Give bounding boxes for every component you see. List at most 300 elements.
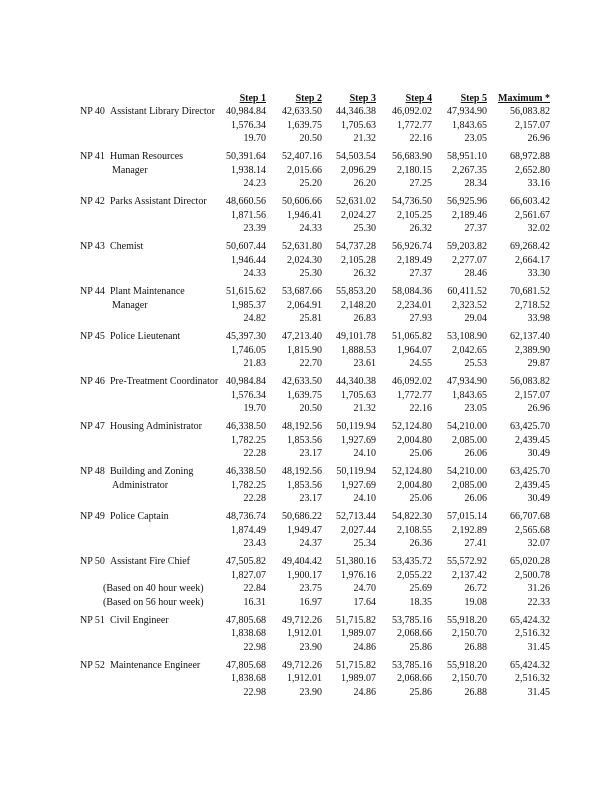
- position-title: Human Resources: [110, 151, 184, 162]
- position-group: [0, 510, 615, 551]
- table-cell: 2,439.45: [515, 434, 550, 446]
- table-cell: 2,064.91: [287, 299, 322, 311]
- table-cell: 54,736.50: [392, 196, 432, 207]
- position-title: Parks Assistant Director: [110, 196, 207, 207]
- table-cell: 50,391.64: [226, 151, 266, 162]
- position-code: NP 49: [80, 511, 105, 522]
- position-group: [0, 659, 615, 700]
- table-row: [0, 492, 615, 506]
- table-cell: 1,838.68: [231, 628, 266, 639]
- table-cell: 2,137.42: [452, 569, 487, 581]
- table-cell: 31.45: [527, 686, 550, 698]
- table-cell: 28.34: [464, 178, 487, 189]
- table-cell: 68,972.88: [510, 151, 550, 162]
- position-code: NP 41: [80, 151, 105, 162]
- table-cell: 1,976.16: [341, 569, 376, 581]
- table-cell: 25.53: [464, 358, 487, 369]
- table-cell: 26.32: [353, 268, 376, 279]
- table-cell: 16.31: [243, 596, 266, 608]
- table-row: [0, 569, 615, 583]
- header-step-2: Step 2: [295, 93, 322, 104]
- table-cell: 23.90: [299, 686, 322, 698]
- position-title: Civil Engineer: [110, 614, 169, 626]
- position-group: [0, 195, 615, 236]
- table-cell: 24.10: [353, 493, 376, 504]
- table-cell: 27.37: [464, 223, 487, 234]
- table-cell: 51,715.82: [336, 659, 376, 671]
- table-cell: 29.87: [527, 358, 550, 369]
- table-cell: 50,119.94: [336, 421, 376, 432]
- table-cell: 54,210.00: [447, 421, 487, 432]
- position-group: [0, 150, 615, 191]
- header-step-4: Step 4: [405, 93, 432, 104]
- table-cell: 23.05: [464, 133, 487, 144]
- table-cell: 17.64: [353, 596, 376, 608]
- table-cell: 53,785.16: [392, 614, 432, 626]
- table-cell: 2,439.45: [515, 479, 550, 491]
- position-group: [0, 240, 615, 281]
- table-cell: 22.98: [243, 686, 266, 698]
- table-row: [0, 420, 615, 434]
- table-cell: 47,505.82: [226, 556, 266, 567]
- table-cell: 53,785.16: [392, 659, 432, 671]
- table-cell: 50,119.94: [336, 466, 376, 477]
- table-cell: 52,713.44: [336, 511, 376, 522]
- table-cell: 53,687.66: [282, 286, 322, 297]
- table-row: [0, 582, 615, 596]
- table-row: [0, 659, 615, 673]
- table-cell: 22.16: [409, 133, 432, 144]
- table-row: [0, 299, 615, 313]
- table-cell: 63,425.70: [510, 421, 550, 432]
- table-cell: 24.33: [299, 223, 322, 234]
- salary-table: [0, 105, 615, 704]
- row-note: (Based on 40 hour week): [103, 583, 204, 594]
- position-group: [0, 420, 615, 461]
- table-cell: 1,746.05: [231, 344, 266, 356]
- table-cell: 24.10: [353, 448, 376, 459]
- header-step-1: Step 1: [239, 93, 266, 104]
- table-cell: 58,951.10: [447, 151, 487, 162]
- header-step-5: Step 5: [460, 93, 487, 104]
- table-cell: 32.07: [527, 538, 550, 549]
- table-cell: 1,871.56: [231, 209, 266, 221]
- table-cell: 1,949.47: [287, 524, 322, 536]
- row-note: (Based on 56 hour week): [103, 596, 204, 608]
- table-cell: 2,189.46: [452, 209, 487, 221]
- table-cell: 2,055.22: [397, 569, 432, 581]
- table-row: [0, 465, 615, 479]
- position-title: Administrator: [112, 479, 169, 491]
- table-cell: 50,607.44: [226, 241, 266, 252]
- table-cell: 26.06: [464, 493, 487, 504]
- table-cell: 56,683.90: [392, 151, 432, 162]
- table-cell: 26.96: [527, 403, 550, 414]
- table-row: [0, 524, 615, 538]
- table-cell: 2,105.25: [397, 209, 432, 221]
- table-row: [0, 375, 615, 389]
- table-cell: 2,389.90: [515, 344, 550, 356]
- table-cell: 22.33: [527, 596, 550, 608]
- table-cell: 1,989.07: [341, 673, 376, 684]
- table-cell: 27.93: [409, 313, 432, 324]
- table-cell: 48,192.56: [282, 466, 322, 477]
- table-cell: 52,407.16: [282, 151, 322, 162]
- table-cell: 23.43: [243, 538, 266, 549]
- table-cell: 49,404.42: [282, 556, 322, 567]
- table-cell: 23.17: [299, 493, 322, 504]
- table-row: [0, 402, 615, 416]
- table-cell: 46,092.02: [392, 376, 432, 387]
- table-cell: 46,338.50: [226, 421, 266, 432]
- table-cell: 49,101.78: [336, 331, 376, 342]
- table-cell: 26.83: [353, 313, 376, 324]
- table-cell: 2,500.78: [515, 569, 550, 581]
- table-cell: 22.28: [243, 448, 266, 459]
- table-cell: 65,424.32: [510, 659, 550, 671]
- table-cell: 25.30: [353, 223, 376, 234]
- table-cell: 2,157.07: [515, 119, 550, 131]
- position-group: [0, 330, 615, 371]
- table-cell: 22.16: [409, 403, 432, 414]
- table-cell: 23.39: [243, 223, 266, 234]
- table-cell: 1,838.68: [231, 673, 266, 684]
- table-row: [0, 285, 615, 299]
- table-cell: 22.84: [243, 583, 266, 594]
- position-group: [0, 285, 615, 326]
- table-cell: 1,985.37: [231, 299, 266, 311]
- table-cell: 42,633.50: [282, 376, 322, 387]
- position-code: NP 48: [80, 466, 105, 477]
- table-cell: 47,805.68: [226, 614, 266, 626]
- table-row: [0, 254, 615, 268]
- table-row: [0, 344, 615, 358]
- position-group: [0, 614, 615, 655]
- table-row: [0, 132, 615, 146]
- table-cell: 26.36: [409, 538, 432, 549]
- table-cell: 1,853.56: [287, 434, 322, 446]
- table-row: [0, 119, 615, 133]
- table-cell: 2,024.27: [341, 209, 376, 221]
- table-cell: 55,572.92: [447, 556, 487, 567]
- table-cell: 54,737.28: [336, 241, 376, 252]
- table-row: [0, 389, 615, 403]
- table-cell: 26.88: [464, 686, 487, 698]
- table-row: [0, 105, 615, 119]
- table-cell: 1,938.14: [231, 164, 266, 176]
- table-cell: 30.49: [527, 448, 550, 459]
- table-cell: 51,065.82: [392, 331, 432, 342]
- position-code: NP 44: [80, 286, 105, 297]
- table-cell: 47,213.40: [282, 331, 322, 342]
- table-cell: 51,715.82: [336, 614, 376, 626]
- table-cell: 2,024.30: [287, 254, 322, 266]
- table-cell: 1,946.44: [231, 254, 266, 266]
- position-code: NP 50: [80, 556, 105, 567]
- table-cell: 27.25: [409, 178, 432, 189]
- table-cell: 2,267.35: [452, 164, 487, 176]
- table-row: [0, 164, 615, 178]
- table-cell: 2,004.80: [397, 434, 432, 446]
- table-cell: 33.16: [527, 178, 550, 189]
- position-title: Assistant Fire Chief: [110, 556, 190, 567]
- table-row: [0, 555, 615, 569]
- table-cell: 1,912.01: [287, 673, 322, 684]
- table-cell: 52,631.02: [336, 196, 376, 207]
- table-cell: 58,084.36: [392, 286, 432, 297]
- table-row: [0, 150, 615, 164]
- table-cell: 45,397.30: [226, 331, 266, 342]
- table-cell: 53,435.72: [392, 556, 432, 567]
- position-group: [0, 375, 615, 416]
- table-cell: 1,639.75: [287, 389, 322, 401]
- position-title: Plant Maintenance: [110, 286, 185, 297]
- table-cell: 24.37: [299, 538, 322, 549]
- table-cell: 23.75: [299, 583, 322, 594]
- position-group: [0, 555, 615, 609]
- table-cell: 24.70: [353, 583, 376, 594]
- position-title: Assistant Library Director: [110, 106, 215, 117]
- table-cell: 51,615.62: [226, 286, 266, 297]
- position-group: [0, 105, 615, 146]
- table-row: [0, 267, 615, 281]
- table-cell: 46,092.02: [392, 106, 432, 117]
- table-cell: 2,157.07: [515, 389, 550, 401]
- table-cell: 56,083.82: [510, 376, 550, 387]
- table-row: [0, 686, 615, 700]
- table-cell: 40,984.84: [226, 376, 266, 387]
- table-cell: 29.04: [464, 313, 487, 324]
- table-cell: 25.30: [299, 268, 322, 279]
- table-cell: 2,189.49: [397, 254, 432, 266]
- table-cell: 2,561.67: [515, 209, 550, 221]
- position-code: NP 46: [80, 376, 105, 387]
- table-cell: 31.26: [527, 583, 550, 594]
- table-cell: 1,782.25: [231, 479, 266, 491]
- table-cell: 1,639.75: [287, 119, 322, 131]
- table-cell: 48,660.56: [226, 196, 266, 207]
- position-code: NP 43: [80, 241, 105, 252]
- position-code: NP 47: [80, 421, 105, 432]
- table-cell: 24.23: [243, 178, 266, 189]
- table-cell: 1,576.34: [231, 389, 266, 401]
- table-cell: 25.34: [353, 538, 376, 549]
- table-cell: 1,576.34: [231, 119, 266, 131]
- table-cell: 1,843.65: [452, 119, 487, 131]
- table-cell: 1,782.25: [231, 434, 266, 446]
- table-cell: 23.61: [353, 358, 376, 369]
- table-cell: 60,411.52: [447, 286, 487, 297]
- position-title: Pre-Treatment Coordinator: [110, 376, 219, 387]
- table-cell: 30.49: [527, 493, 550, 504]
- table-cell: 33.98: [527, 313, 550, 324]
- position-title: Manager: [112, 299, 148, 311]
- table-cell: 24.55: [409, 358, 432, 369]
- position-code: NP 45: [80, 331, 105, 342]
- table-cell: 21.32: [353, 403, 376, 414]
- table-cell: 2,108.55: [397, 524, 432, 536]
- table-cell: 48,736.74: [226, 511, 266, 522]
- table-cell: 25.06: [409, 448, 432, 459]
- table-cell: 57,015.14: [447, 511, 487, 522]
- table-cell: 50,686.22: [282, 511, 322, 522]
- table-cell: 1,874.49: [231, 524, 266, 536]
- table-cell: 21.32: [353, 133, 376, 144]
- table-cell: 1,900.17: [287, 569, 322, 581]
- table-cell: 2,150.70: [452, 628, 487, 639]
- table-cell: 2,068.66: [397, 628, 432, 639]
- table-cell: 2,516.32: [515, 628, 550, 639]
- table-cell: 44,346.38: [336, 106, 376, 117]
- table-cell: 47,805.68: [226, 659, 266, 671]
- table-cell: 2,323.52: [452, 299, 487, 311]
- table-cell: 2,015.66: [287, 164, 322, 176]
- table-cell: 59,203.82: [447, 241, 487, 252]
- table-cell: 55,918.20: [447, 659, 487, 671]
- table-cell: 19.08: [464, 596, 487, 608]
- table-cell: 2,068.66: [397, 673, 432, 684]
- table-cell: 26.06: [464, 448, 487, 459]
- table-cell: 33.30: [527, 268, 550, 279]
- table-cell: 47,934.90: [447, 106, 487, 117]
- table-row: [0, 641, 615, 655]
- table-cell: 20.50: [299, 403, 322, 414]
- table-cell: 25.20: [299, 178, 322, 189]
- table-cell: 63,425.70: [510, 466, 550, 477]
- table-cell: 46,338.50: [226, 466, 266, 477]
- table-cell: 24.33: [243, 268, 266, 279]
- table-row: [0, 537, 615, 551]
- position-code: NP 42: [80, 196, 105, 207]
- position-title: Police Captain: [110, 511, 169, 522]
- table-cell: 2,105.28: [341, 254, 376, 266]
- table-cell: 22.70: [299, 358, 322, 369]
- table-row: [0, 195, 615, 209]
- table-row: [0, 222, 615, 236]
- table-cell: 49,712.26: [282, 614, 322, 626]
- table-cell: 49,712.26: [282, 659, 322, 671]
- table-cell: 52,631.80: [282, 241, 322, 252]
- table-cell: 47,934.90: [447, 376, 487, 387]
- position-title: Housing Administrator: [110, 421, 202, 432]
- table-row: [0, 672, 615, 686]
- table-cell: 16.97: [299, 596, 322, 608]
- table-row: [0, 209, 615, 223]
- table-cell: 22.98: [243, 641, 266, 653]
- table-row: [0, 479, 615, 493]
- table-cell: 2,085.00: [452, 434, 487, 446]
- table-row: [0, 240, 615, 254]
- table-cell: 1,853.56: [287, 479, 322, 491]
- table-cell: 1,888.53: [341, 344, 376, 356]
- table-cell: 55,918.20: [447, 614, 487, 626]
- table-row: [0, 357, 615, 371]
- table-cell: 51,380.16: [336, 556, 376, 567]
- table-cell: 2,004.80: [397, 479, 432, 491]
- table-cell: 23.05: [464, 403, 487, 414]
- table-cell: 2,180.15: [397, 164, 432, 176]
- table-cell: 40,984.84: [226, 106, 266, 117]
- table-row: [0, 614, 615, 628]
- table-cell: 2,664.17: [515, 254, 550, 266]
- table-cell: 66,707.68: [510, 511, 550, 522]
- table-cell: 21.83: [243, 358, 266, 369]
- table-cell: 23.90: [299, 641, 322, 653]
- table-cell: 32.02: [527, 223, 550, 234]
- table-cell: 27.37: [409, 268, 432, 279]
- table-cell: 70,681.52: [510, 286, 550, 297]
- table-cell: 1,927.69: [341, 479, 376, 491]
- table-cell: 53,108.90: [447, 331, 487, 342]
- table-row: [0, 596, 615, 610]
- header-maximum: Maximum *: [498, 93, 550, 104]
- position-code: NP 40: [80, 106, 105, 117]
- table-cell: 2,027.44: [341, 524, 376, 536]
- table-cell: 2,150.70: [452, 673, 487, 684]
- table-cell: 26.32: [409, 223, 432, 234]
- table-cell: 26.88: [464, 641, 487, 653]
- table-cell: 1,827.07: [231, 569, 266, 581]
- table-cell: 1,843.65: [452, 389, 487, 401]
- table-cell: 2,277.07: [452, 254, 487, 266]
- table-cell: 18.35: [409, 596, 432, 608]
- table-cell: 50,606.66: [282, 196, 322, 207]
- table-cell: 20.50: [299, 133, 322, 144]
- table-cell: 56,925.96: [447, 196, 487, 207]
- table-cell: 1,912.01: [287, 628, 322, 639]
- table-row: [0, 177, 615, 191]
- table-cell: 19.70: [243, 403, 266, 414]
- table-cell: 2,718.52: [515, 299, 550, 311]
- table-cell: 42,633.50: [282, 106, 322, 117]
- table-cell: 54,822.30: [392, 511, 432, 522]
- table-cell: 2,192.89: [452, 524, 487, 536]
- table-cell: 1,964.07: [397, 344, 432, 356]
- table-cell: 25.86: [409, 641, 432, 653]
- table-cell: 66,603.42: [510, 196, 550, 207]
- table-cell: 19.70: [243, 133, 266, 144]
- table-cell: 54,210.00: [447, 466, 487, 477]
- table-cell: 55,853.20: [336, 286, 376, 297]
- table-row: [0, 510, 615, 524]
- table-cell: 1,772.77: [397, 119, 432, 131]
- table-cell: 69,268.42: [510, 241, 550, 252]
- table-cell: 1,705.63: [341, 389, 376, 401]
- table-cell: 2,148.20: [341, 299, 376, 311]
- position-group: [0, 465, 615, 506]
- table-cell: 65,020.28: [510, 556, 550, 567]
- position-title: Building and Zoning: [110, 466, 194, 477]
- table-cell: 23.17: [299, 448, 322, 459]
- table-cell: 2,085.00: [452, 479, 487, 491]
- table-cell: 24.86: [353, 641, 376, 653]
- table-cell: 27.41: [464, 538, 487, 549]
- table-cell: 2,565.68: [515, 524, 550, 536]
- table-cell: 1,772.77: [397, 389, 432, 401]
- table-cell: 24.82: [243, 313, 266, 324]
- table-cell: 2,096.29: [341, 164, 376, 176]
- table-cell: 25.81: [299, 313, 322, 324]
- table-cell: 2,516.32: [515, 673, 550, 684]
- table-cell: 1,946.41: [287, 209, 322, 221]
- position-code: NP 52: [80, 659, 105, 671]
- table-cell: 62,137.40: [510, 331, 550, 342]
- table-cell: 1,705.63: [341, 119, 376, 131]
- table-cell: 2,652.80: [515, 164, 550, 176]
- table-cell: 2,234.01: [397, 299, 432, 311]
- table-row: [0, 312, 615, 326]
- table-cell: 26.72: [464, 583, 487, 594]
